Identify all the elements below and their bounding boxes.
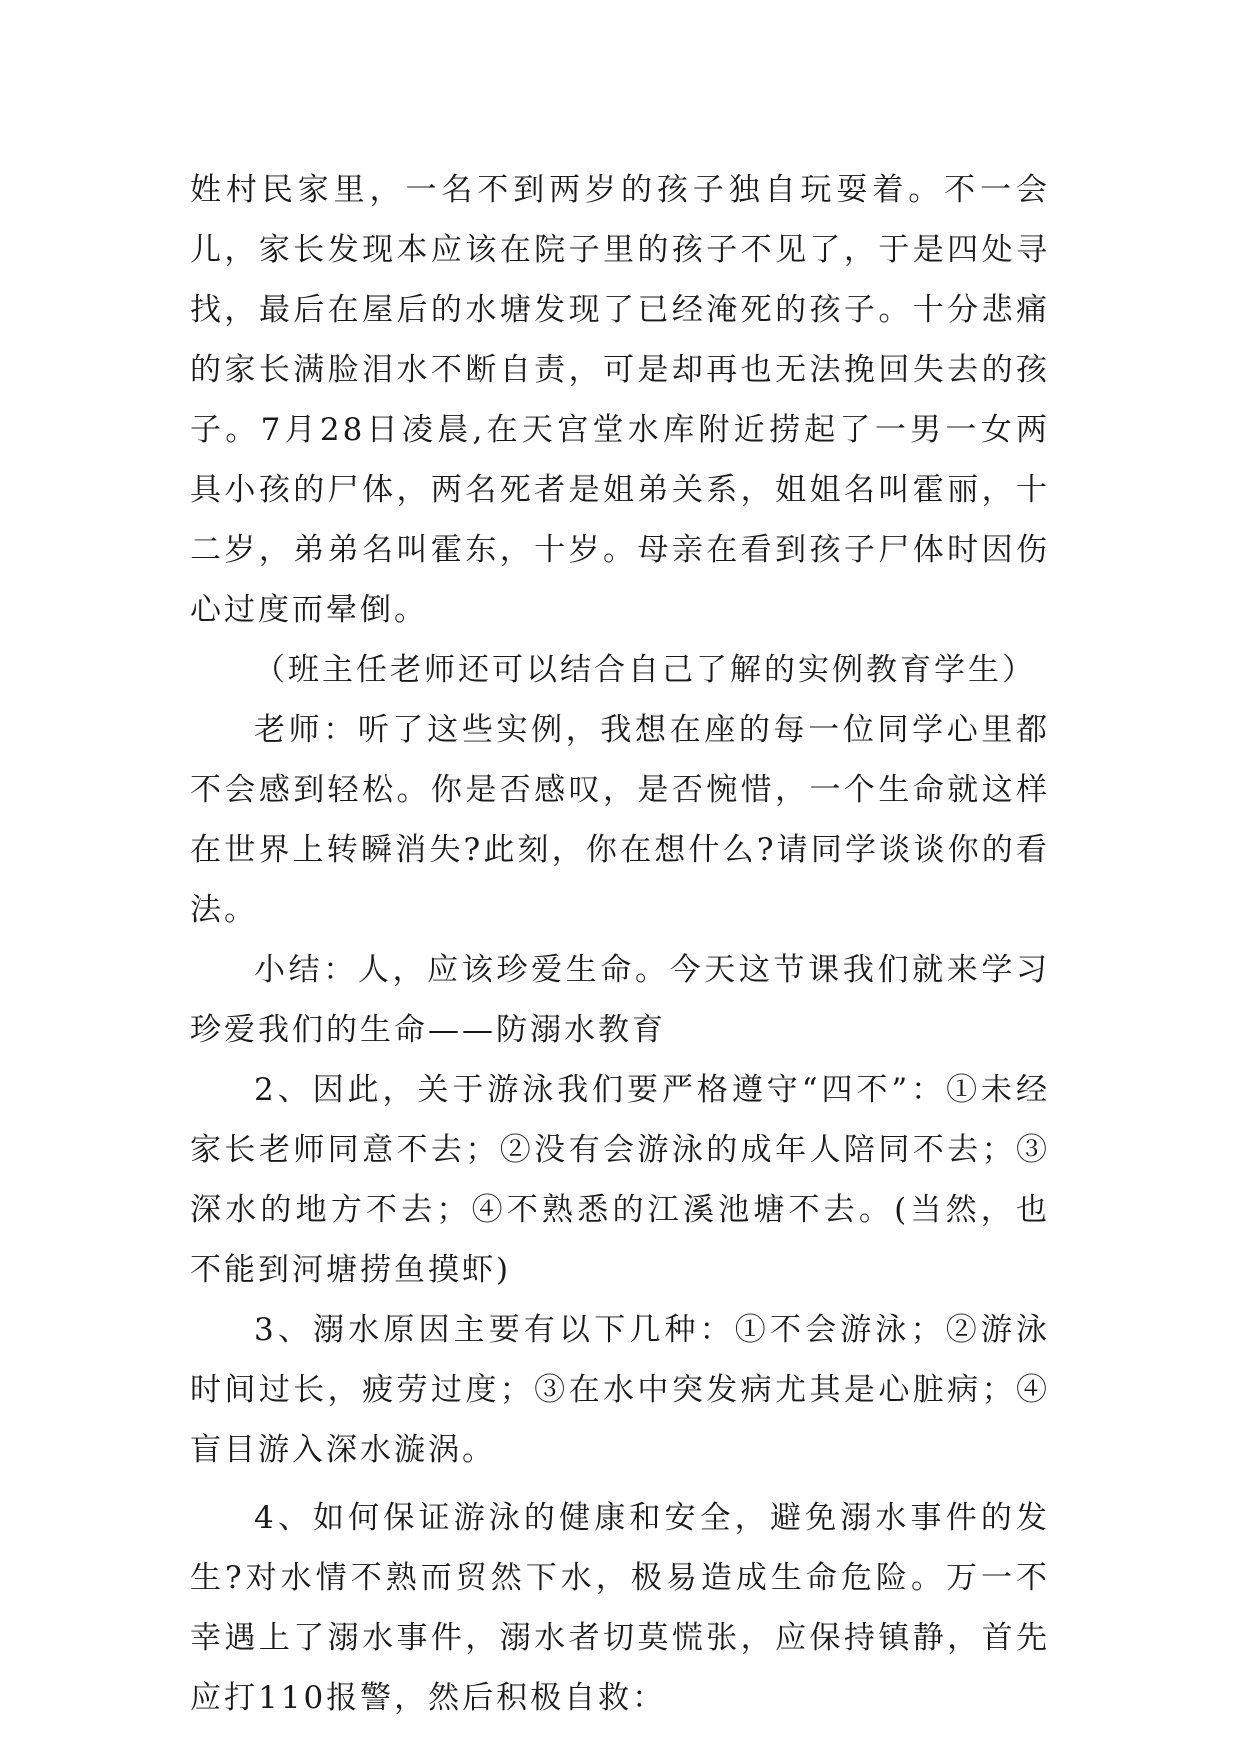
paragraph-drowning-causes: 3、溺水原因主要有以下几种：①不会游泳；②游泳时间过长，疲劳过度；③在水中突发病尤其是心脏病；④盲目游入深水漩涡。 — [190, 1312, 1050, 1468]
paragraph-summary: 小结：人，应该珍爱生命。今天这节课我们就来学习珍爱我们的生命——防溺水教育 — [190, 952, 1050, 1048]
paragraph-teacher-question: 老师：听了这些实例，我想在座的每一位同学心里都不会感到轻松。你是否感叹，是否惋惜，一个生命就这样在世界上转瞬消失?此刻，你在想什么?请同学谈谈你的看法。 — [190, 712, 1050, 928]
paragraph-four-rules: 2、因此，关于游泳我们要严格遵守“四不”：①未经家长老师同意不去；②没有会游泳的成年人陪同不去；③深水的地方不去；④不熟悉的江溪池塘不去。(当然，也不能到河塘捞鱼摸虾) — [190, 1072, 1050, 1288]
paragraph-teacher-note: （班主任老师还可以结合自己了解的实例教育学生） — [254, 652, 1036, 688]
paragraph-safety-advice: 4、如何保证游泳的健康和安全，避免溺水事件的发生?对水情不熟而贸然下水，极易造成生命危险。万一不幸遇上了溺水事件，溺水者切莫慌张，应保持镇静，首先应打110报警，然后积极自救： — [190, 1500, 1050, 1716]
paragraph-drowning-cases: 姓村民家里，一名不到两岁的孩子独自玩耍着。不一会儿，家长发现本应该在院子里的孩子不见了，于是四处寻找，最后在屋后的水塘发现了已经淹死的孩子。十分悲痛的家长满脸泪水不断自责，可是却再也无法挽回失去的孩子。7月28日凌晨,在天宫堂水库附近捞起了一男一女两具小孩的尸体，两名死者是姐弟关系，姐姐名叫霍丽，十二岁，弟弟名叫霍东，十岁。母亲在看到孩子尸体时因伤心过度而晕倒。 — [190, 172, 1050, 628]
document-body — [190, 160, 1050, 1728]
